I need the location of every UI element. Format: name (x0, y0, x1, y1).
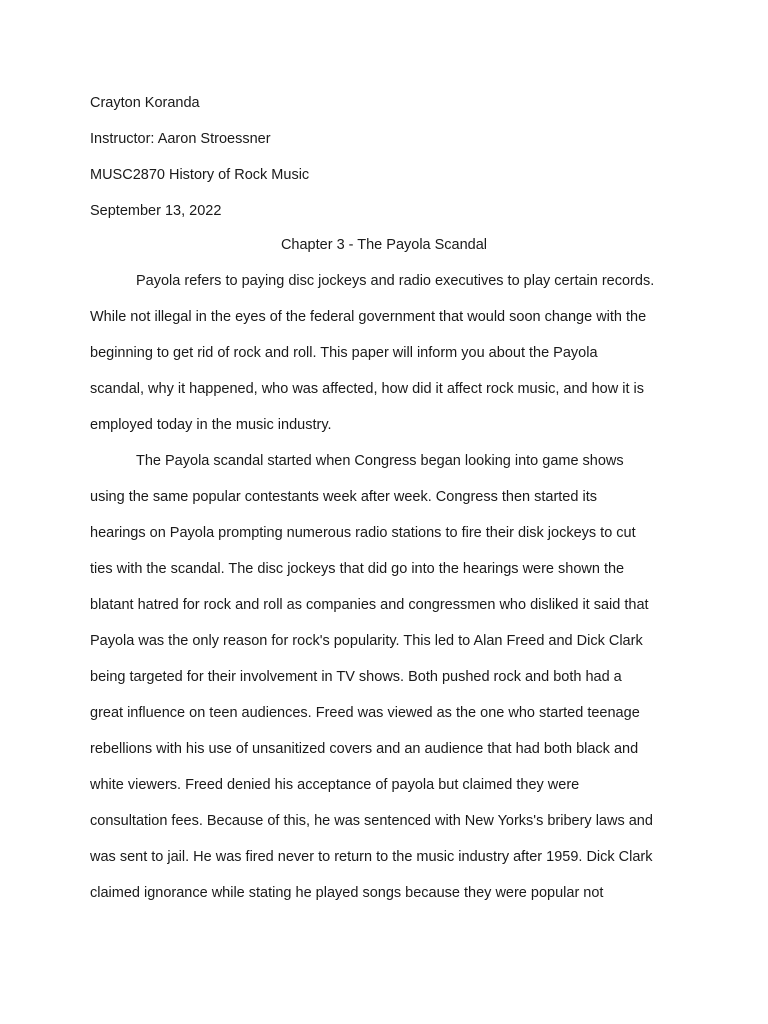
paragraph-line: Payola refers to paying disc jockeys and radio executives to play certain records. (136, 273, 655, 289)
paragraph-line: using the same popular contestants week after week. Congress then started its (90, 489, 597, 505)
paragraph-line: ties with the scandal. The disc jockeys that did go into the hearings were shown the (90, 561, 625, 577)
paragraph-line: rebellions with his use of unsanitized covers and an audience that had both black and (90, 741, 639, 757)
document-title: Chapter 3 - The Payola Scandal (280, 237, 488, 253)
paragraph-line: great influence on teen audiences. Freed was viewed as the one who started teenage (90, 705, 640, 721)
paragraph-line: consultation fees. Because of this, he was sentenced with New Yorks's bribery laws and (90, 813, 653, 829)
paragraph-line: claimed ignorance while stating he played songs because they were popular not (90, 885, 604, 901)
paragraph-line: blatant hatred for rock and roll as companies and congressmen who disliked it said that (90, 597, 649, 613)
paragraph-line: Payola was the only reason for rock's popularity. This led to Alan Freed and Dick Clark (90, 633, 643, 649)
author-name: Crayton Koranda (90, 95, 200, 111)
course-line: MUSC2870 History of Rock Music (90, 167, 310, 183)
paragraph-line: The Payola scandal started when Congress began looking into game shows (136, 453, 624, 469)
date-line: September 13, 2022 (90, 203, 222, 219)
paragraph-line: was sent to jail. He was fired never to return to the music industry after 1959. Dick Clark (90, 849, 653, 865)
paragraph-line: beginning to get rid of rock and roll. This paper will inform you about the Payola (90, 345, 598, 361)
paragraph-line: being targeted for their involvement in TV shows. Both pushed rock and both had a (90, 669, 622, 685)
instructor-line: Instructor: Aaron Stroessner (90, 131, 271, 147)
paragraph-line: While not illegal in the eyes of the federal government that would soon change with the (90, 309, 647, 325)
paragraph-line: employed today in the music industry. (90, 417, 332, 433)
paragraph-line: white viewers. Freed denied his acceptance of payola but claimed they were (90, 777, 580, 793)
paragraph-line: hearings on Payola prompting numerous radio stations to fire their disk jockeys to cut (90, 525, 636, 541)
paragraph-line: scandal, why it happened, who was affected, how did it affect rock music, and how it is (90, 381, 644, 397)
